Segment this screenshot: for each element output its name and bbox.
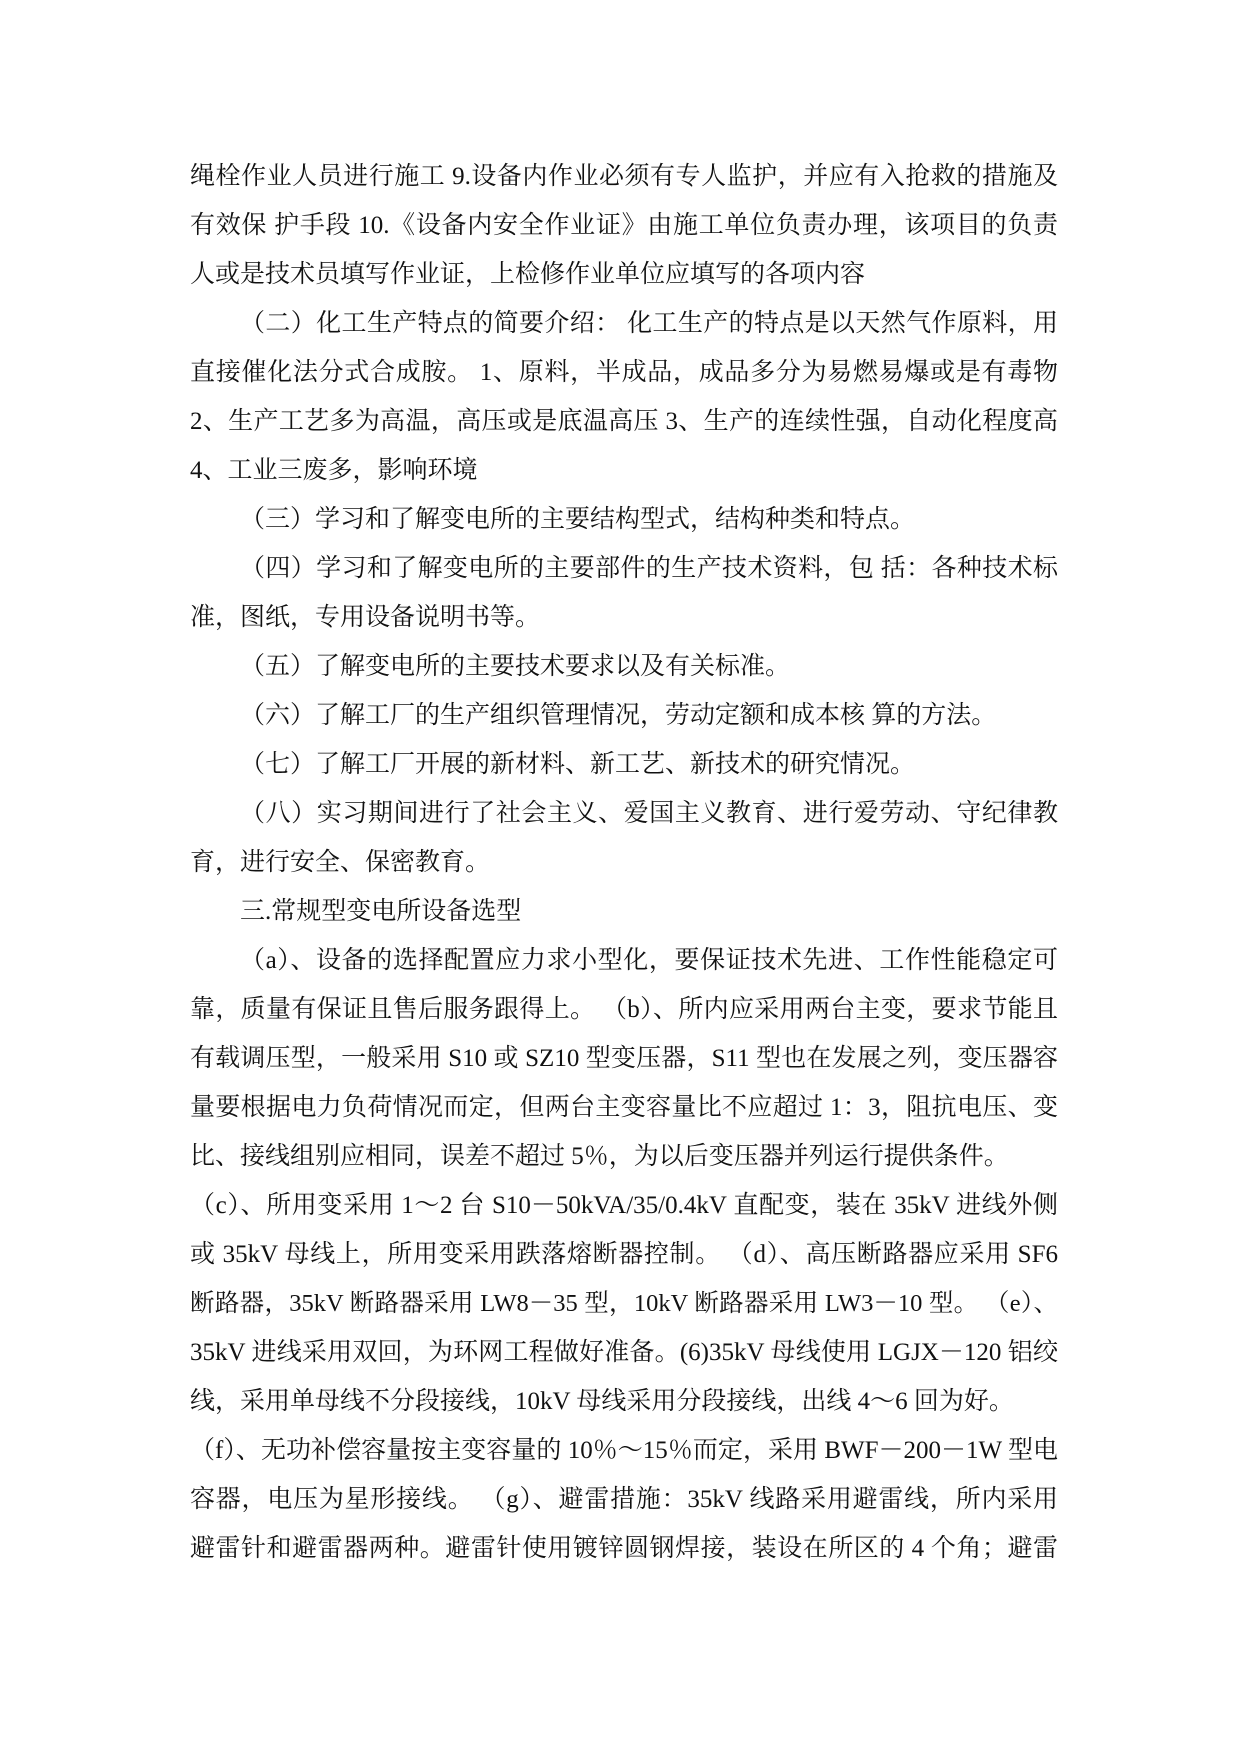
text-line: 绳栓作业人员进行施工 9.设备内作业必须有专人监护，并应有入抢救的措施及 xyxy=(190,163,1058,190)
text-line: 避雷针和避雷器两种。避雷针使用镀锌圆钢焊接，装设在所区的 4 个角；避雷 xyxy=(190,1535,1058,1562)
text-line: （二）化工生产特点的简要介绍： 化工生产的特点是以天然气作原料，用 xyxy=(240,310,1058,337)
text-line: 或 35kV 母线上，所用变采用跌落熔断器控制。 （d）、高压断路器应采用 SF6 xyxy=(190,1241,1058,1268)
text-line: 育，进行安全、保密教育。 xyxy=(190,849,491,876)
text-line: （六）了解工厂的生产组织管理情况，劳动定额和成本核 算的方法。 xyxy=(240,702,997,729)
section-heading xyxy=(190,887,1058,936)
body-text xyxy=(190,152,1058,1573)
text-line: 线，采用单母线不分段接线，10kV 母线采用分段接线，出线 4～6 回为好。 xyxy=(190,1388,1014,1415)
text-line: 有效保 护手段 10.《设备内安全作业证》由施工单位负责办理，该项目的负责 xyxy=(190,212,1058,239)
paragraph xyxy=(190,495,1058,544)
text-line: 4、工业三废多，影响环境 xyxy=(190,457,478,484)
text-line: （五）了解变电所的主要技术要求以及有关标准。 xyxy=(240,653,791,680)
text-line: 靠，质量有保证且售后服务跟得上。 （b）、所内应采用两台主变，要求节能且 xyxy=(190,996,1058,1023)
paragraph xyxy=(190,544,1058,642)
text-line: 准，图纸，专用设备说明书等。 xyxy=(190,604,541,631)
text-line: 容器，电压为星形接线。 （g）、避雷措施：35kV 线路采用避雷线，所内采用 xyxy=(190,1486,1058,1513)
paragraph xyxy=(190,740,1058,789)
text-line: 直接催化法分式合成胺。 1、原料，半成品，成品多分为易燃易爆或是有毒物 xyxy=(190,359,1058,386)
paragraph xyxy=(190,1181,1058,1426)
text-line: （c）、所用变采用 1～2 台 S10－50kVA/35/0.4kV 直配变，装在 35kV 进线外侧 xyxy=(190,1192,1058,1219)
paragraph xyxy=(190,789,1058,887)
text-line: 35kV 进线采用双回，为环网工程做好准备。(6)35kV 母线使用 LGJX－120 铝绞 xyxy=(190,1339,1058,1366)
text-line: 有载调压型，一般采用 S10 或 SZ10 型变压器，S11 型也在发展之列，变压器容 xyxy=(190,1045,1058,1072)
text-line: （七）了解工厂开展的新材料、新工艺、新技术的研究情况。 xyxy=(240,751,916,778)
paragraph xyxy=(190,299,1058,495)
text-line: （f）、无功补偿容量按主变容量的 10％～15％而定，采用 BWF－200－1W 型电 xyxy=(190,1437,1058,1464)
text-line: 比、接线组别应相同，误差不超过 5％，为以后变压器并列运行提供条件。 xyxy=(190,1143,1009,1170)
text-line: 人或是技术员填写作业证，上检修作业单位应填写的各项内容 xyxy=(190,261,866,288)
text-line: （三）学习和了解变电所的主要结构型式，结构种类和特点。 xyxy=(240,506,916,533)
paragraph xyxy=(190,936,1058,1181)
text-line: 2、生产工艺多为高温，高压或是底温高压 3、生产的连续性强，自动化程度高 xyxy=(190,408,1058,435)
paragraph xyxy=(190,1426,1058,1573)
text-line: （a）、设备的选择配置应力求小型化，要保证技术先进、工作性能稳定可 xyxy=(240,947,1058,974)
paragraph xyxy=(190,642,1058,691)
text-line: （四）学习和了解变电所的主要部件的生产技术资料，包 括：各种技术标 xyxy=(240,555,1058,582)
paragraph xyxy=(190,152,1058,299)
paragraph xyxy=(190,691,1058,740)
text-line: 量要根据电力负荷情况而定，但两台主变容量比不应超过 1：3，阻抗电压、变 xyxy=(190,1094,1058,1121)
text-line: （八）实习期间进行了社会主义、爱国主义教育、进行爱劳动、守纪律教 xyxy=(240,800,1058,827)
text-line: 三.常规型变电所设备选型 xyxy=(240,898,522,925)
text-line: 断路器，35kV 断路器采用 LW8－35 型，10kV 断路器采用 LW3－10 型。 （e）、 xyxy=(190,1290,1058,1317)
